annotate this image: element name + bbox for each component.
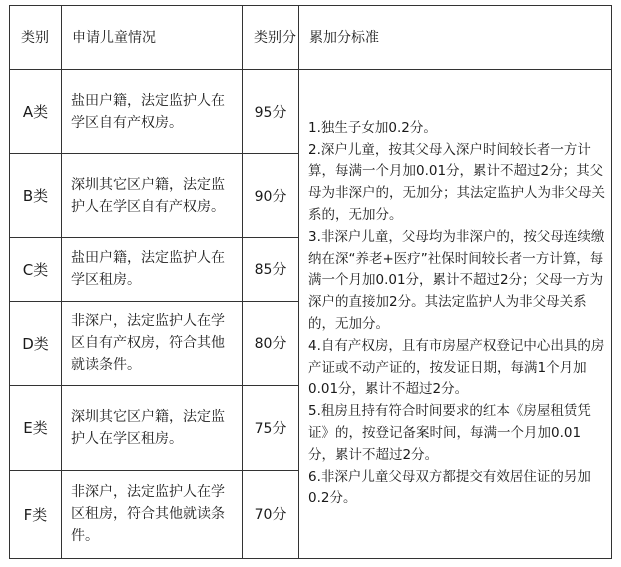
- situation-cell: 深圳其它区户籍，法定监护人在学区自有产权房。: [62, 154, 243, 238]
- criteria-item: 4.自有产权房，且有市房屋产权登记中心出具的房产证或不动产证的，按发证日期，每满1个月加0.01分，累计不超过2分。: [308, 337, 605, 398]
- situation-cell: 深圳其它区户籍，法定监护人在学区租房。: [62, 385, 243, 470]
- score-cell: 70分: [243, 470, 299, 558]
- criteria-item: 5.租房且持有符合时间要求的红本《房屋租赁凭证》的，按登记备案时间，每满一个月加0.01分，累计不超过2分。: [308, 403, 591, 463]
- score-cell: 75分: [243, 385, 299, 470]
- score-cell: 90分: [243, 154, 299, 238]
- criteria-cell: [299, 70, 612, 559]
- header-row: [10, 6, 612, 70]
- category-cell: A类: [10, 70, 62, 154]
- situation-cell: 盐田户籍，法定监护人在学区租房。: [62, 238, 243, 301]
- situation-cell: 非深户，法定监护人在学区自有产权房，符合其他就读条件。: [62, 301, 243, 385]
- score-cell: 95分: [243, 70, 299, 154]
- criteria-item: 3.非深户儿童，父母均为非深户的，按父母连续缴纳在深“养老+医疗”社保时间较长者一方计算，每满一个月加0.01分，累计不超过2分；父母一方为深户的直接加2分。其法定监护人为非父母关系的，无加分。: [308, 228, 605, 333]
- header-situation: 申请儿童情况: [62, 6, 243, 70]
- table-row: [10, 70, 612, 154]
- category-cell: D类: [10, 301, 62, 385]
- criteria-item: 1.独生子女加0.2分。: [308, 119, 437, 136]
- header-category-score: 类别分: [243, 6, 299, 70]
- admission-score-table: [9, 5, 612, 559]
- score-cell: 85分: [243, 238, 299, 301]
- situation-cell: 非深户，法定监护人在学区租房，符合其他就读条件。: [62, 470, 243, 558]
- header-category: 类别: [10, 6, 62, 70]
- category-cell: B类: [10, 154, 62, 238]
- score-cell: 80分: [243, 301, 299, 385]
- category-cell: F类: [10, 470, 62, 558]
- situation-cell: 盐田户籍，法定监护人在学区自有产权房。: [62, 70, 243, 154]
- criteria-item: 6.非深户儿童父母双方都提交有效居住证的另加0.2分。: [308, 468, 591, 507]
- category-cell: C类: [10, 238, 62, 301]
- header-criteria: 累加分标准: [299, 6, 612, 70]
- criteria-item: 2.深户儿童，按其父母入深户时间较长者一方计算，每满一个月加0.01分，累计不超过2分；其父母为非深户的，无加分；其法定监护人为非父母关系的，无加分。: [308, 141, 605, 224]
- category-cell: E类: [10, 385, 62, 470]
